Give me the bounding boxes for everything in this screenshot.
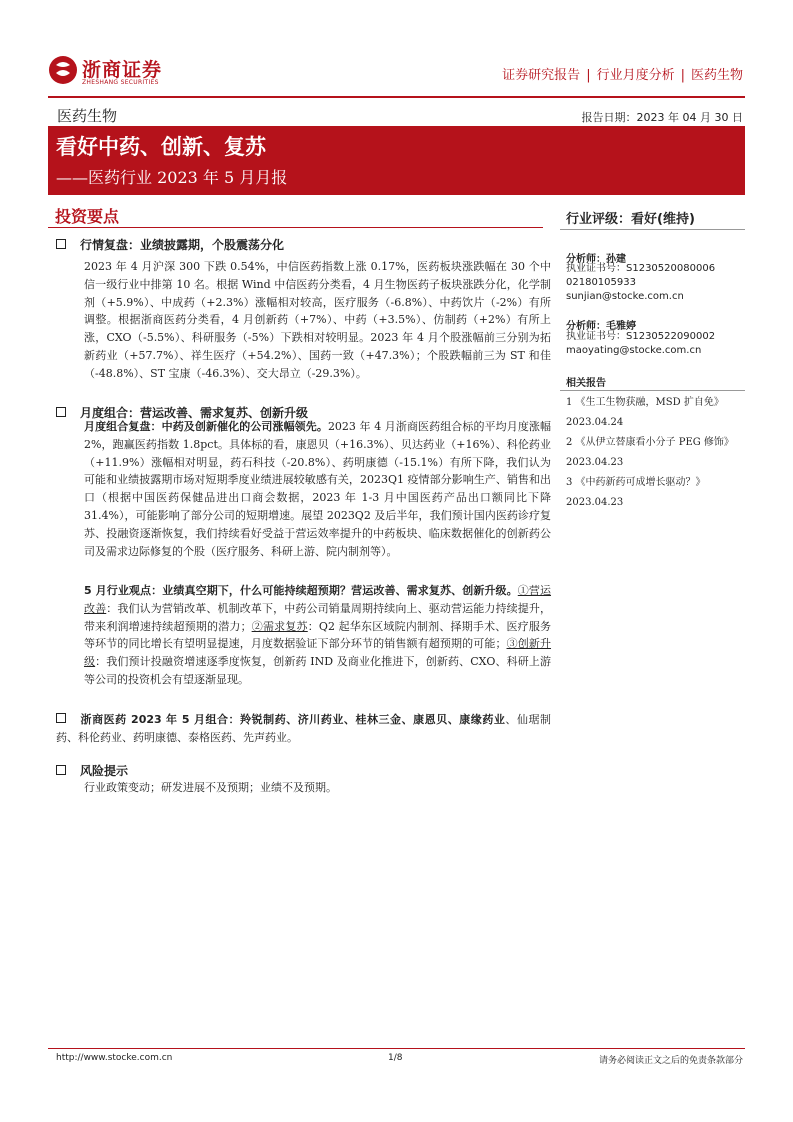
tag-monthly-analysis: 行业月度分析 (596, 68, 675, 83)
analyst-1-name: 分析师：孙建 (566, 254, 626, 265)
analyst-1-phone: 02180105933 (566, 277, 636, 288)
related-divider (560, 390, 745, 391)
header-divider (48, 96, 745, 98)
bullet-heading: 月度组合：营运改善、需求复苏、创新升级 (80, 406, 309, 420)
section-title: 投资要点 (55, 207, 120, 226)
tag-sector: 医药生物 (690, 68, 743, 83)
report-tags: 证券研究报告 | 行业月度分析 | 医药生物 (502, 68, 743, 83)
industry-rating: 行业评级：看好(维持) (566, 212, 695, 227)
footer-url[interactable]: http://www.stocke.com.cn (56, 1053, 173, 1063)
industry-view (84, 582, 551, 689)
footer-divider (48, 1048, 745, 1049)
bullet-may-portfolio (56, 711, 551, 747)
report-title: 看好中药、创新、复苏 (56, 134, 266, 159)
view-point-3-label: ③创新升级 (84, 637, 552, 669)
logo-name: 浙商证券 (82, 59, 163, 81)
market-review-text: 2023 年 4 月沪深 300 下跌 0.54%，中信医药指数上涨 0.17%，医药板块涨跌幅在 30 个中信一级行业中排第 10 名。根据 Wind 中信医药分类看，4 月生物医药子板块涨跌分化，化学制剂（+5.9%）、中成药（+2.3%）涨幅相对较高，医疗服务（-6.8%）、中药饮片（-2%）有所调整。根据浙商医药分类看，4 月创新药（+7%）、中药（+3.5%）、仿制药（+2%）有所上涨，CXO（-5.5%）、科研服务（-5%）下跌相对较明显。2023 年 4 月个股涨幅前三分别为拓新药业（+57.7%）、祥生医疗（+54.2%）、国药一致（+47.3%）；个股跌幅前三为 ST 和佳（-48.8%）、ST 宝康（-46.3%）、交大昂立（-29.3%）。 (84, 260, 551, 380)
bullet-square-icon (56, 407, 66, 417)
related-reports-title: 相关报告 (566, 378, 606, 389)
bullet-market-review (56, 236, 284, 253)
may-portfolio-stocks: 、仙琚制药、科伦药业、药明康德、泰格医药、先声药业。 (56, 713, 552, 744)
view-point-1-text: ：我们认为营销改革、机制改革下，中药公司销量周期持续向上、驱动营运能力持续提升，带来利润增速持续超预期的潜力； (84, 601, 552, 633)
view-point-2-label: ②需求复苏 (251, 619, 308, 633)
analyst-2-name: 分析师：毛雅婷 (566, 321, 636, 332)
analyst-2-email[interactable]: maoyating@stocke.com.cn (566, 345, 702, 356)
section-divider (48, 227, 543, 228)
monthly-portfolio-review (84, 418, 551, 560)
related-report-1[interactable]: 1 《生工生物获融，MSD 扩自免》 2023.04.24 (566, 397, 724, 428)
view-point-2-text: ：Q2 起华东区域院内制剂、择期手术、医疗服务等环节的同比增长有望明显提速，月度数据验证下部分环节的销售额有超预期的可能； (84, 619, 552, 651)
bullet-square-icon (56, 239, 66, 249)
bullet-square-icon (56, 713, 66, 723)
risk-text: 行业政策变动；研发进展不及预期；业绩不及预期。 (84, 781, 337, 794)
report-date: 报告日期：2023 年 04 月 30 日 (581, 111, 743, 124)
portfolio-review-heading: 月度组合复盘：中药及创新催化的公司涨幅领先。 (84, 420, 328, 433)
bullet-square-icon (56, 765, 66, 775)
analyst-2-cert: 执业证书号：S1230522090002 (566, 331, 716, 342)
tag-research-report: 证券研究报告 (502, 68, 581, 83)
disclaimer-note: 请务必阅读正文之后的免责条款部分 (598, 1056, 743, 1066)
sector-label: 医药生物 (57, 107, 118, 125)
report-subtitle: ——医药行业 2023 年 5 月月报 (56, 168, 288, 187)
logo-english-name: ZHESHANG SECURITIES (82, 79, 159, 86)
related-report-3[interactable]: 3 《中药新药可成增长驱动？》 2023.04.23 (566, 477, 706, 508)
related-report-2[interactable]: 2 《从伊立替康看小分子 PEG 修饰》 2023.04.23 (566, 437, 734, 468)
rating-divider (560, 229, 745, 230)
may-portfolio-stocks-bold: 羚锐制药、济川药业、桂林三金、康恩贝、康缘药业 (240, 713, 506, 726)
bullet-heading: 行情复盘：业绩披露期，个股震荡分化 (80, 238, 285, 252)
analyst-1-email[interactable]: sunjian@stocke.com.cn (566, 291, 684, 302)
zheshang-logo-icon (48, 55, 78, 85)
view-point-1-label: ①营运改善 (84, 584, 552, 615)
view-point-3-text: ：我们预计投融资增速逐季度恢复，创新药 IND 及商业化推进下，创新药、CXO、科研上游等公司的投资机会有望逐渐显现。 (84, 655, 552, 686)
portfolio-review-text: 2023 年 4 月浙商医药组合标的平均月度涨幅 2%，跑赢医药指数 1.8pct。具体标的看，康恩贝（+16.3%）、贝达药业（+16%）、科伦药业（+11.9%）涨幅相对明显，药石科技（-20.8%）、药明康德（-15.1%）有所下降，我们认为可能和业绩披露期市场对短期季度业绩进展较敏感有关，2023Q1 疫情部分影响生产、销售和出口（根据中国医药保健品进出口商会数据，2023 年 1-3 月中国医药产品出口额同比下降 31.4%），可能影响了部分公司的短期增速。展望 2023Q2 及后半年，我们预计国内医药诊疗复苏、投融资逐渐恢复，我们持续看好受益于营运效率提升的中药板块、临床数据催化的创新药公司及需求边际修复的个股（医疗服务、科研上游、院内制剂等）。 (84, 420, 552, 558)
analyst-1-cert: 执业证书号：S1230520080006 (566, 263, 716, 274)
page-number: 1/8 (388, 1053, 403, 1063)
bullet-heading: 风险提示 (80, 764, 129, 778)
industry-view-heading: 5 月行业观点：业绩真空期下，什么可能持续超预期？营运改善、需求复苏、创新升级。 (84, 584, 518, 597)
bullet-risk (56, 762, 128, 779)
may-portfolio-heading: 浙商医药 2023 年 5 月组合： (80, 713, 241, 726)
